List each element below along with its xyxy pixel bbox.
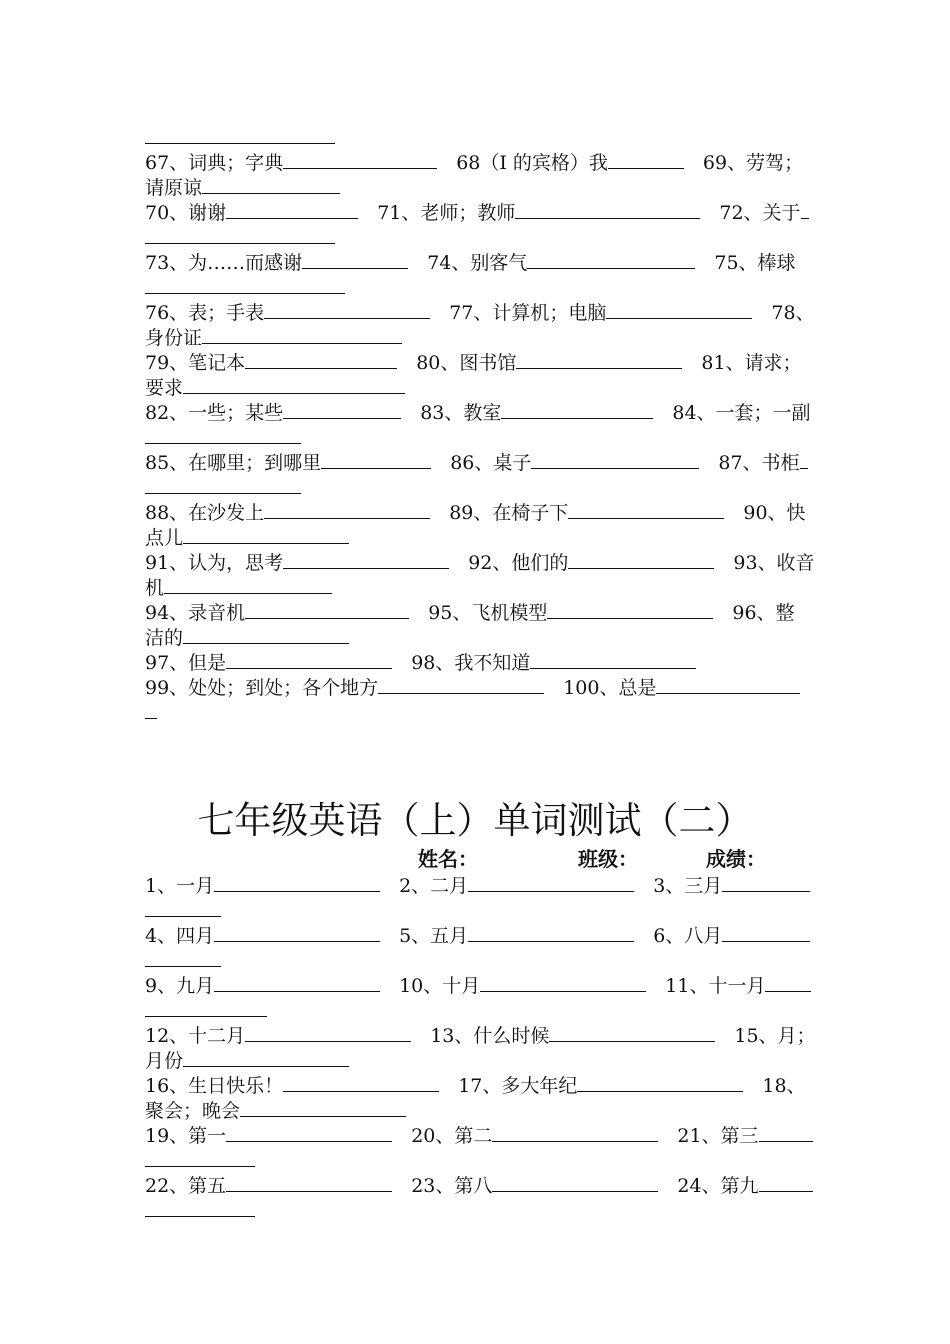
vocab-prompt: 73、为……而感谢 xyxy=(145,252,303,274)
answer-blank[interactable] xyxy=(759,1122,813,1142)
answer-blank[interactable] xyxy=(283,1072,439,1092)
vocab-line xyxy=(145,299,815,324)
vocab-prompt: 15、月； xyxy=(715,1025,816,1047)
vocab-prompt: 要求 xyxy=(145,377,184,399)
test-title: 七年级英语（上）单词测试（二） xyxy=(197,799,753,842)
vocab-prompt: 13、什么时候 xyxy=(411,1025,550,1047)
vocab-prompt: 机 xyxy=(145,577,165,599)
answer-blank[interactable] xyxy=(283,149,437,169)
vocab-line xyxy=(145,449,807,474)
vocab-line xyxy=(145,1047,807,1072)
vocab-prompt: 月份 xyxy=(145,1050,184,1072)
answer-blank[interactable] xyxy=(531,449,699,469)
vocab-line xyxy=(145,947,807,972)
answer-blank[interactable] xyxy=(145,1197,255,1217)
answer-blank[interactable] xyxy=(226,199,358,219)
vocab-line xyxy=(145,599,807,624)
vocab-line xyxy=(145,124,807,149)
vocab-line xyxy=(145,349,807,374)
vocab-prompt: 2、二月 xyxy=(380,875,469,897)
vocab-line xyxy=(145,399,811,424)
answer-blank[interactable] xyxy=(145,424,301,444)
vocab-prompt: 100、总是 xyxy=(544,677,657,699)
vocab-prompt: 5、五月 xyxy=(380,925,469,947)
vocab-prompt: 18、 xyxy=(743,1075,806,1097)
answer-blank[interactable] xyxy=(468,872,634,892)
vocab-prompt: 83、教室 xyxy=(401,402,502,424)
answer-blank[interactable] xyxy=(321,449,431,469)
vocab-prompt: 22、第五 xyxy=(145,1175,227,1197)
vocab-prompt: 69、劳驾； xyxy=(683,152,804,174)
vocab-prompt: 聚会；晚会 xyxy=(145,1100,241,1122)
answer-blank[interactable] xyxy=(549,1022,715,1042)
vocab-section-1 xyxy=(145,124,815,724)
vocab-section-2 xyxy=(145,872,816,1222)
vocab-prompt: 11、十一月 xyxy=(646,975,766,997)
answer-blank[interactable] xyxy=(214,972,380,992)
vocab-prompt: 4、四月 xyxy=(145,925,215,947)
vocab-prompt: 6、八月 xyxy=(634,925,723,947)
answer-blank[interactable] xyxy=(577,1072,743,1092)
vocab-line xyxy=(145,1147,807,1172)
answer-blank[interactable] xyxy=(492,1122,658,1142)
answer-blank[interactable] xyxy=(568,549,714,569)
vocab-prompt: 17、多大年纪 xyxy=(439,1075,578,1097)
vocab-line xyxy=(145,274,807,299)
vocab-prompt: 70、谢谢 xyxy=(145,202,227,224)
vocab-prompt: 74、别客气 xyxy=(408,252,528,274)
answer-blank[interactable] xyxy=(226,1172,392,1192)
vocab-line xyxy=(145,249,807,274)
answer-blank[interactable] xyxy=(264,299,430,319)
answer-blank[interactable] xyxy=(283,399,401,419)
answer-blank[interactable] xyxy=(606,299,752,319)
vocab-line xyxy=(145,972,807,997)
answer-blank[interactable] xyxy=(722,872,810,892)
vocab-line xyxy=(145,574,807,599)
answer-blank[interactable] xyxy=(145,897,221,917)
answer-blank[interactable] xyxy=(240,1097,406,1117)
vocab-prompt: 79、笔记本 xyxy=(145,352,246,374)
vocab-line xyxy=(145,374,807,399)
answer-blank[interactable] xyxy=(568,499,724,519)
vocab-line xyxy=(145,149,807,174)
vocab-line xyxy=(145,499,807,524)
vocab-prompt: 21、第三 xyxy=(658,1125,759,1147)
vocab-line xyxy=(145,897,807,922)
answer-blank[interactable] xyxy=(145,947,221,967)
answer-blank[interactable] xyxy=(722,922,810,942)
answer-blank[interactable] xyxy=(145,997,267,1017)
vocab-prompt: 92、他们的 xyxy=(449,552,569,574)
vocab-prompt: 75、棒球 xyxy=(695,252,796,274)
vocab-prompt: 24、第九 xyxy=(658,1175,759,1197)
answer-blank[interactable] xyxy=(145,124,335,144)
answer-blank[interactable] xyxy=(492,1172,658,1192)
answer-blank[interactable] xyxy=(530,649,696,669)
vocab-prompt: 72、关于 xyxy=(700,202,801,224)
vocab-prompt: 3、三月 xyxy=(634,875,723,897)
vocab-prompt: 81、请求； xyxy=(682,352,802,374)
answer-blank[interactable] xyxy=(283,549,449,569)
answer-blank[interactable] xyxy=(759,1172,813,1192)
answer-blank[interactable] xyxy=(656,674,800,694)
vocab-line xyxy=(145,872,807,897)
vocab-line xyxy=(145,199,807,224)
answer-blank[interactable] xyxy=(202,324,402,344)
vocab-line xyxy=(145,624,807,649)
vocab-prompt: 78、 xyxy=(752,302,815,324)
vocab-line xyxy=(145,324,807,349)
vocab-line xyxy=(145,922,807,947)
answer-blank[interactable] xyxy=(183,524,349,544)
name-label: 姓名： xyxy=(418,847,478,871)
vocab-prompt: 94、录音机 xyxy=(145,602,246,624)
vocab-line xyxy=(145,674,807,699)
vocab-prompt: 16、生日快乐！ xyxy=(145,1075,284,1097)
score-label: 成绩： xyxy=(706,847,766,871)
answer-blank[interactable] xyxy=(547,599,713,619)
answer-blank[interactable] xyxy=(378,674,544,694)
answer-blank[interactable] xyxy=(515,199,700,219)
vocab-prompt: 77、计算机；电脑 xyxy=(430,302,607,324)
vocab-prompt: 95、飞机模型 xyxy=(409,602,548,624)
answer-blank[interactable] xyxy=(800,449,808,469)
answer-blank[interactable] xyxy=(264,499,430,519)
answer-blank[interactable] xyxy=(183,1047,349,1067)
vocab-prompt: 请原谅 xyxy=(145,177,203,199)
vocab-line xyxy=(145,1197,807,1222)
vocab-prompt: 99、处处；到处；各个地方 xyxy=(145,677,379,699)
answer-blank[interactable] xyxy=(145,1147,255,1167)
vocab-prompt: 76、表；手表 xyxy=(145,302,265,324)
vocab-prompt: 91、认为，思考 xyxy=(145,552,284,574)
vocab-prompt: 87、书柜 xyxy=(699,452,800,474)
vocab-line xyxy=(145,1122,807,1147)
vocab-line xyxy=(145,474,807,499)
vocab-prompt: 身份证 xyxy=(145,327,203,349)
vocab-line xyxy=(145,1022,816,1047)
answer-blank[interactable] xyxy=(183,374,405,394)
answer-blank[interactable] xyxy=(214,922,380,942)
answer-blank[interactable] xyxy=(214,872,380,892)
answer-blank[interactable] xyxy=(226,649,392,669)
vocab-line xyxy=(145,1172,807,1197)
vocab-prompt: 23、第八 xyxy=(392,1175,493,1197)
vocab-prompt: 82、一些；某些 xyxy=(145,402,284,424)
answer-blank[interactable] xyxy=(765,972,811,992)
vocab-prompt: 97、但是 xyxy=(145,652,227,674)
vocab-prompt: 90、快 xyxy=(724,502,806,524)
vocab-prompt: 10、十月 xyxy=(380,975,481,997)
vocab-prompt: 点儿 xyxy=(145,527,184,549)
vocab-prompt: 88、在沙发上 xyxy=(145,502,265,524)
vocab-line xyxy=(145,1072,807,1097)
vocab-prompt: 85、在哪里；到哪里 xyxy=(145,452,322,474)
vocab-prompt: 19、第一 xyxy=(145,1125,227,1147)
vocab-line xyxy=(145,649,807,674)
vocab-prompt: 89、在椅子下 xyxy=(430,502,569,524)
answer-blank[interactable] xyxy=(226,1122,392,1142)
answer-blank[interactable] xyxy=(527,249,695,269)
vocab-line xyxy=(145,224,807,249)
vocab-prompt: 80、图书馆 xyxy=(397,352,517,374)
vocab-prompt: 96、整 xyxy=(713,602,795,624)
vocab-prompt: 9、九月 xyxy=(145,975,215,997)
answer-blank[interactable] xyxy=(302,249,408,269)
answer-blank[interactable] xyxy=(501,399,653,419)
vocab-prompt: 84、一套；一副 xyxy=(653,402,811,424)
vocab-prompt: 洁的 xyxy=(145,627,184,649)
vocab-prompt: 68（I 的宾格）我 xyxy=(437,152,608,174)
answer-blank[interactable] xyxy=(164,574,332,594)
answer-blank[interactable] xyxy=(480,972,646,992)
answer-blank[interactable] xyxy=(245,349,397,369)
vocab-prompt: 71、老师；教师 xyxy=(358,202,516,224)
vocab-line xyxy=(145,1097,807,1122)
answer-blank[interactable] xyxy=(183,624,349,644)
vocab-line xyxy=(145,549,815,574)
vocab-prompt: 86、桌子 xyxy=(431,452,532,474)
answer-blank[interactable] xyxy=(468,922,634,942)
vocab-prompt: 67、词典；字典 xyxy=(145,152,284,174)
answer-blank[interactable] xyxy=(245,1022,411,1042)
vocab-prompt: 98、我不知道 xyxy=(392,652,531,674)
class-label: 班级： xyxy=(578,847,638,871)
vocab-prompt: 20、第二 xyxy=(392,1125,493,1147)
answer-blank[interactable] xyxy=(145,699,157,719)
vocab-prompt: 12、十二月 xyxy=(145,1025,246,1047)
vocab-prompt: 1、一月 xyxy=(145,875,215,897)
answer-blank[interactable] xyxy=(516,349,682,369)
answer-blank[interactable] xyxy=(608,149,684,169)
answer-blank[interactable] xyxy=(145,474,301,494)
answer-blank[interactable] xyxy=(801,199,809,219)
vocab-line xyxy=(145,424,807,449)
answer-blank[interactable] xyxy=(245,599,409,619)
vocab-prompt: 93、收音 xyxy=(714,552,815,574)
answer-blank[interactable] xyxy=(202,174,340,194)
vocab-line xyxy=(145,699,807,724)
vocab-line xyxy=(145,997,807,1022)
vocab-line xyxy=(145,174,807,199)
vocab-line xyxy=(145,524,807,549)
answer-blank[interactable] xyxy=(145,274,345,294)
answer-blank[interactable] xyxy=(145,224,335,244)
